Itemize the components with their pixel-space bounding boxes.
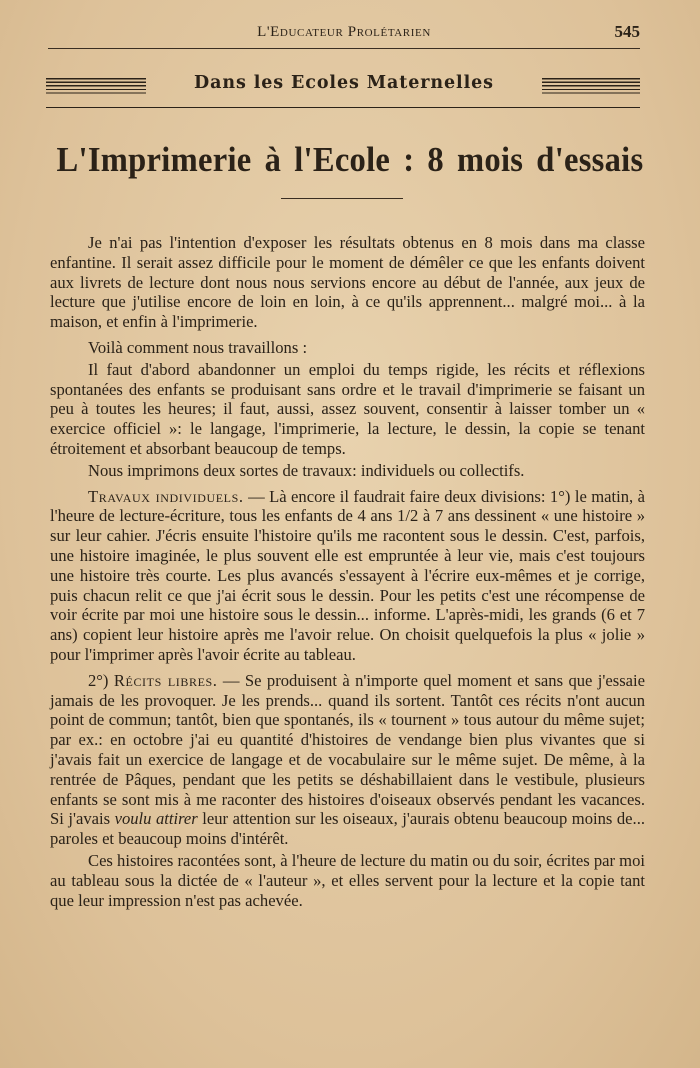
paragraph-method-lead: Voilà comment nous travaillons : [88,337,308,357]
free-stories-text-a: — Se produisent à n'importe quel moment et sans que j'essaie jamais de les provoquer. Je les prends... quand ils sortent. Tantôt ces récits n'ont aucun point de commun; tantôt, bien que spontanés, ils « tournent » tous autour du même sujet; par ex.: en octobre j'ai eu quantité d'histoires de vendange bien plus vivantes que si j'avais fait un exercice de langage et de vocabulaire sur le même sujet. De même, à la rentrée de Pâques, pendant que les petits se déshabillaient dans le vestibule, plusieurs enfants se sont mis à me raconter des histoires d'oiseaux observés pendant les vacances. Si j'avais [50,670,646,829]
section-title: Dans les Ecoles Maternelles [194,73,494,93]
heading-free-stories: Récits libres. [113,670,218,690]
heading-individual-work: Travaux individuels. [88,486,244,506]
individual-work-text: — Là encore il faudrait faire deux divisions: 1°) le matin, à l'heure de lecture-écriture, tous les enfants de 4 ans 1/2 à 7 ans dessinent « une histoire » sur leur cahier. J'écris ensuite l'histoire qu'ils me racontent sous le dessin. C'est, parfois, une histoire imaginée, le plus souvent elle est empruntée à leur vie, mais c'est toujours une histoire très courte. Les plus avancés s'essayent à l'écrire eux-mêmes et je corrige, puis chacun relit ce que j'ai écrit sous le dessin. Pour les petits c'est une récompense de voir écrite par moi une histoire sous le dessin... informe. L'après-midi, les grands (6 et 7 ans) copient leur histoire après me l'avoir relue. On choisit quelquefois la plus « jolie » pour l'imprimer après l'avoir écrite au tableau. [50,486,645,664]
paragraph-intro: Je n'ai pas l'intention d'exposer les résultats obtenus en 8 mois dans ma classe enfantine. Il serait assez difficile pour le moment de démêler ce que les enfants doivent aux livrets de lecture dont nous nous servions encore au début de l'année, aux jeux de lecture que j'utilise encore de loin en loin, à ce qu'ils apprennent... malgré moi... à la maison, et enfin à l'imprimerie. [50,233,645,332]
free-stories-text-b: leur attention sur les oiseaux, j'aurais obtenu beaucoup moins de... paroles et beaucoup moins d'intérêt. [50,809,645,849]
article-body [50,233,645,910]
page-number: 545 [614,22,640,41]
title-rule [281,198,403,199]
paragraph-schedule: Il faut d'abord abandonner un emploi du temps rigide, les récits et réflexions spontanées des enfants se produisant sans ordre et le travail d'imprimerie se faisant un peu à toutes les heures; il faut, aussi, assez souvent, consentir à laisser tomber un « exercice officiel »: le langage, l'imprimerie, la lecture, le dessin, la copie se tenant étroitement et absorbant beaucoup de temps. [50,359,645,458]
paragraph-free-stories [50,671,645,849]
section-rule [46,107,640,108]
section-band [46,70,640,104]
free-stories-number: 2°) [88,670,114,690]
running-header [48,22,640,44]
band-ornament-left [46,78,146,96]
header-rule [48,48,640,49]
free-stories-italic: voulu attirer [114,809,198,829]
article-title: L'Imprimerie à l'Ecole : 8 mois d'essais [56,140,644,179]
paragraph-dictation: Ces histoires racontées sont, à l'heure de lecture du matin ou du soir, écrites par moi au tableau sous la dictée de « l'auteur », et elles servent pour la lecture et la copie tant que leur impression n'est pas achevée. [50,850,645,910]
journal-title: L'Educateur Prolétarien [257,24,431,40]
paragraph-individual-work [50,487,645,665]
paragraph-work-types: Nous imprimons deux sortes de travaux: individuels ou collectifs. [88,460,525,480]
band-ornament-right [542,78,640,96]
